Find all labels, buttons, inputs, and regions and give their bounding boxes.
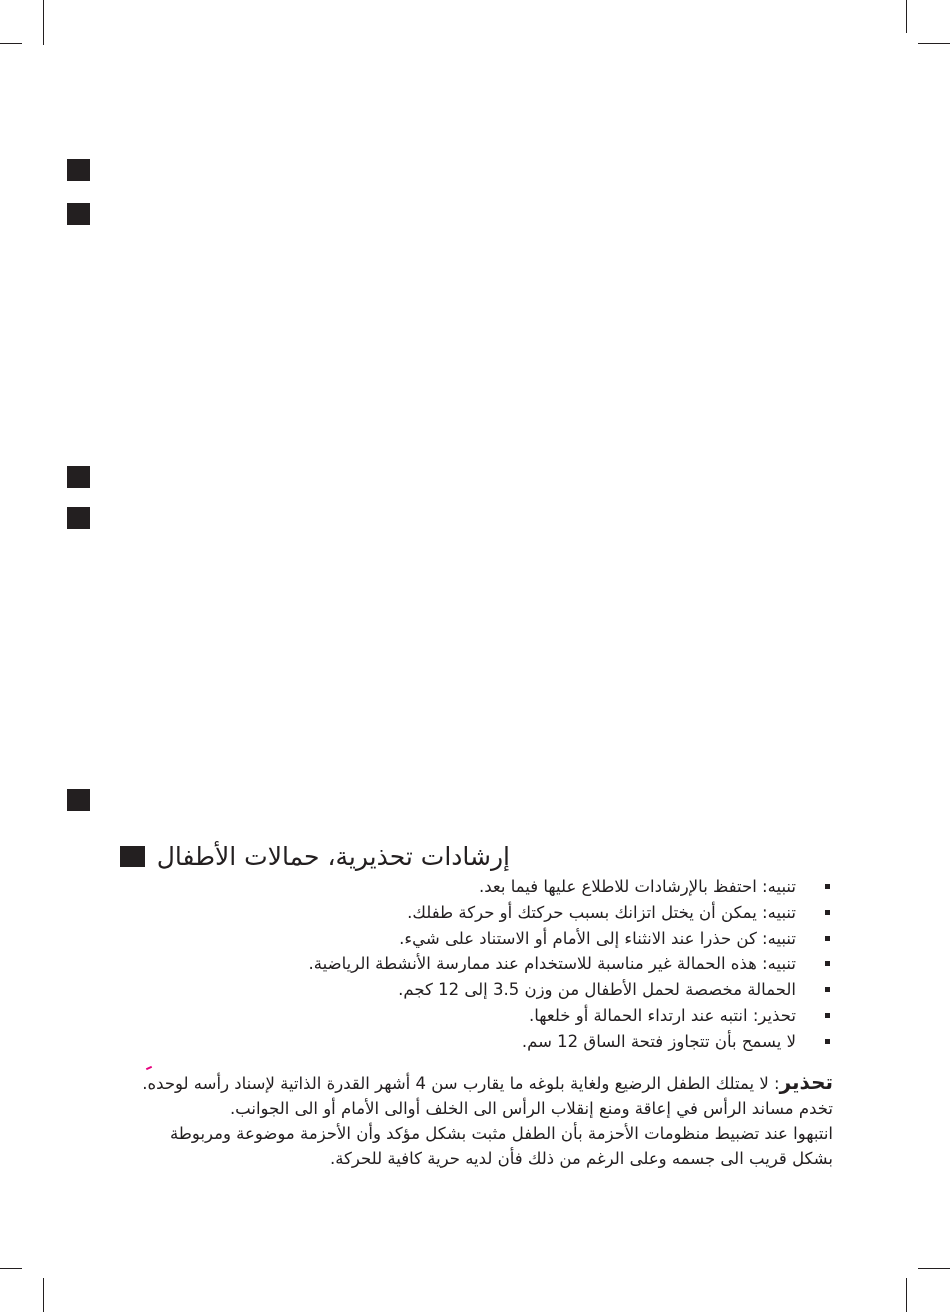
crop-mark-bottom-left-v — [43, 1278, 44, 1312]
section-marker-square — [67, 507, 90, 529]
list-item — [200, 900, 830, 926]
crop-mark-top-left-h — [0, 43, 22, 44]
list-item — [200, 874, 830, 900]
bullet-icon — [825, 1039, 830, 1044]
section-marker-square — [67, 466, 90, 488]
warning-line-2: تخدم مساند الرأس في إعاقة ومنع إنقلاب الرأس الى الخلف أوالى الأمام أو الى الجوانب. — [229, 1099, 833, 1118]
bullet-icon — [825, 884, 830, 889]
bullet-icon — [825, 987, 830, 992]
list-item-text: الحمالة مخصصة لحمل الأطفال من وزن 3.5 إلى 12 كجم. — [398, 980, 796, 1000]
bullet-icon — [825, 910, 830, 915]
section-marker-square — [67, 203, 90, 225]
list-item-text: تنبيه: يمكن أن يختل اتزانك بسبب حركتك أو حركة طفلك. — [407, 902, 796, 922]
crop-mark-top-left-v — [43, 0, 44, 45]
section-marker-square — [67, 159, 90, 181]
crop-mark-bottom-left-h — [0, 1268, 22, 1269]
warning-paragraph — [120, 1070, 833, 1171]
warning-label: تحذير — [779, 1070, 833, 1094]
crop-mark-bottom-right-v — [906, 1278, 907, 1312]
list-item-text: تنبيه: هذه الحمالة غير مناسبة للاستخدام عند ممارسة الأنشطة الرياضية. — [308, 954, 796, 974]
bullet-icon — [825, 936, 830, 941]
list-item-text: تنبيه: كن حذرا عند الانثناء إلى الأمام أو الاستناد على شيء. — [399, 928, 796, 948]
crop-mark-top-right-h — [918, 43, 950, 44]
list-item — [200, 1003, 830, 1029]
warning-line-1 — [120, 1070, 833, 1096]
list-item-text: تحذير: انتبه عند ارتداء الحمالة أو خلعها. — [529, 1005, 796, 1025]
section-heading: إرشادات تحذيرية، حمالات الأطفال — [156, 842, 510, 871]
section-marker-square — [67, 789, 90, 811]
list-item — [200, 926, 830, 952]
bullet-icon — [825, 1013, 830, 1018]
warning-line-3: انتبهوا عند تضبيط منظومات الأحزمة بأن الطفل مثبت بشكل مؤكد وأن الأحزمة موضوعة ومربوطة — [169, 1124, 833, 1143]
heading-marker-square — [120, 846, 145, 867]
list-item-text: تنبيه: احتفظ بالإرشادات للاطلاع عليها فيما بعد. — [479, 877, 796, 896]
warning-line-4: بشكل قريب الى جسمه وعلى الرغم من ذلك فأن لديه حرية كافية للحركة. — [329, 1149, 833, 1168]
section-heading-row — [120, 842, 540, 872]
list-item — [200, 977, 830, 1003]
list-item — [200, 1029, 830, 1055]
warning-bullet-list — [200, 874, 830, 1055]
list-item-text: لا يسمح بأن تتجاوز فتحة الساق 12 سم. — [521, 1031, 796, 1051]
crop-mark-bottom-right-h — [918, 1268, 950, 1269]
list-item — [200, 951, 830, 977]
bullet-icon — [825, 961, 830, 966]
warning-line-1-text: : لا يمتلك الطفل الرضيع ولغاية بلوغه ما يقارب سن 4 أشهر القدرة الذاتية لإسناد رأسه لوحده. — [142, 1074, 780, 1093]
crop-mark-top-right-v — [906, 0, 907, 33]
